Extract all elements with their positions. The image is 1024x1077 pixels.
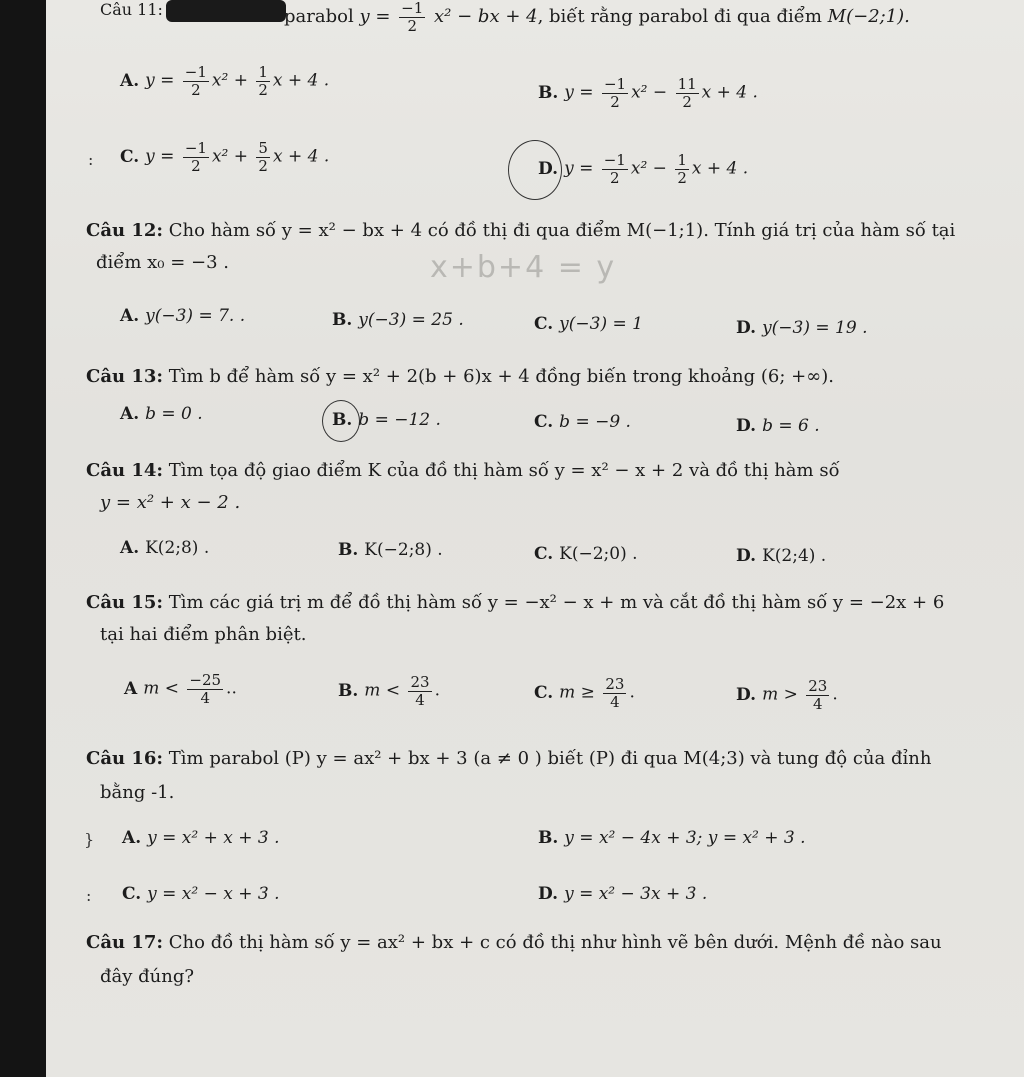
q11-option-a[interactable]: A. y = $\frac{-1}{2}$ x² + $\frac{1}{2}$ x + 4 . <box>120 63 330 99</box>
q15-option-a[interactable]: A m < $\frac{-25}{4}$ .. <box>124 671 237 707</box>
q11-stem: parabol y = $\frac{-1}{2}$ x² − bx + 4, biết rằng parabol đi qua điểm M(−2;1). <box>284 0 910 35</box>
pencil-note: x+b+4 = y <box>430 250 617 285</box>
q14-option-c[interactable]: C. K(−2;0) . <box>534 544 638 564</box>
q16-line2: bằng -1. <box>100 782 175 803</box>
q16-option-a[interactable]: A. y = x² + x + 3 . <box>122 828 280 848</box>
q12-line2: điểm x₀ = −3 . <box>96 252 230 273</box>
q14-option-b[interactable]: B. K(−2;8) . <box>338 540 443 560</box>
q15-option-d[interactable]: D. m > $\frac{23}{4}$ . <box>736 677 838 713</box>
q11-option-b[interactable]: B. y = $\frac{-1}{2}$ x² − $\frac{11}{2}$ x + 4 . <box>538 75 758 111</box>
q15-line1: Câu 15: Tìm các giá trị m để đồ thị hàm số y = −x² − x + m và cắt đồ thị hàm số y = −2x + 6 <box>86 592 945 613</box>
q17-line1: Câu 17: Cho đồ thị hàm số y = ax² + bx + c có đồ thị như hình vẽ bên dưới. Mệnh đề nào sau <box>86 932 942 953</box>
q17-line2: đây đúng? <box>100 966 195 987</box>
q11-title: Câu 11: <box>100 0 163 19</box>
q11-option-d[interactable]: D. y = $\frac{-1}{2}$ x² − $\frac{1}{2}$ x + 4 . <box>538 151 749 187</box>
q12-line1: Câu 12: Cho hàm số y = x² − bx + 4 có đồ thị đi qua điểm M(−1;1). Tính giá trị của hàm số tại <box>86 220 956 241</box>
q15-option-b[interactable]: B. m < $\frac{23}{4}$ . <box>338 673 440 709</box>
q16-line1: Câu 16: Tìm parabol (P) y = ax² + bx + 3 (a ≠ 0 ) biết (P) đi qua M(4;3) và tung độ của đỉnh <box>86 748 932 769</box>
q15-option-c[interactable]: C. m ≥ $\frac{23}{4}$ . <box>534 675 635 711</box>
q13-option-d[interactable]: D. b = 6 . <box>736 416 820 436</box>
q13-line1: Câu 13: Tìm b để hàm số y = x² + 2(b + 6)x + 4 đồng biến trong khoảng (6; +∞). <box>86 366 834 387</box>
q12-option-b[interactable]: B. y(−3) = 25 . <box>332 310 464 330</box>
q12-option-c[interactable]: C. y(−3) = 1 <box>534 314 643 334</box>
q11-option-c[interactable]: C. y = $\frac{-1}{2}$ x² + $\frac{5}{2}$ x + 4 . <box>120 139 330 175</box>
margin-mark: : <box>86 886 92 905</box>
exam-page <box>46 0 1024 1077</box>
ink-blot <box>166 0 286 22</box>
q16-option-b[interactable]: B. y = x² − 4x + 3; y = x² + 3 . <box>538 828 806 848</box>
q12-option-a[interactable]: A. y(−3) = 7. . <box>120 306 246 326</box>
q16-option-c[interactable]: C. y = x² − x + 3 . <box>122 884 280 904</box>
q14-option-a[interactable]: A. K(2;8) . <box>120 538 210 558</box>
q15-line2: tại hai điểm phân biệt. <box>100 624 307 645</box>
q13-option-b[interactable]: B. b = −12 . <box>332 410 441 430</box>
q14-option-d[interactable]: D. K(2;4) . <box>736 546 827 566</box>
q13-option-a[interactable]: A. b = 0 . <box>120 404 203 424</box>
q14-line2: y = x² + x − 2 . <box>100 492 241 513</box>
q14-line1: Câu 14: Tìm tọa độ giao điểm K của đồ thị hàm số y = x² − x + 2 và đồ thị hàm số <box>86 460 840 481</box>
margin-mark: } <box>84 830 95 849</box>
q16-option-d[interactable]: D. y = x² − 3x + 3 . <box>538 884 708 904</box>
q12-option-d[interactable]: D. y(−3) = 19 . <box>736 318 868 338</box>
margin-mark: : <box>88 150 94 169</box>
q13-option-c[interactable]: C. b = −9 . <box>534 412 631 432</box>
